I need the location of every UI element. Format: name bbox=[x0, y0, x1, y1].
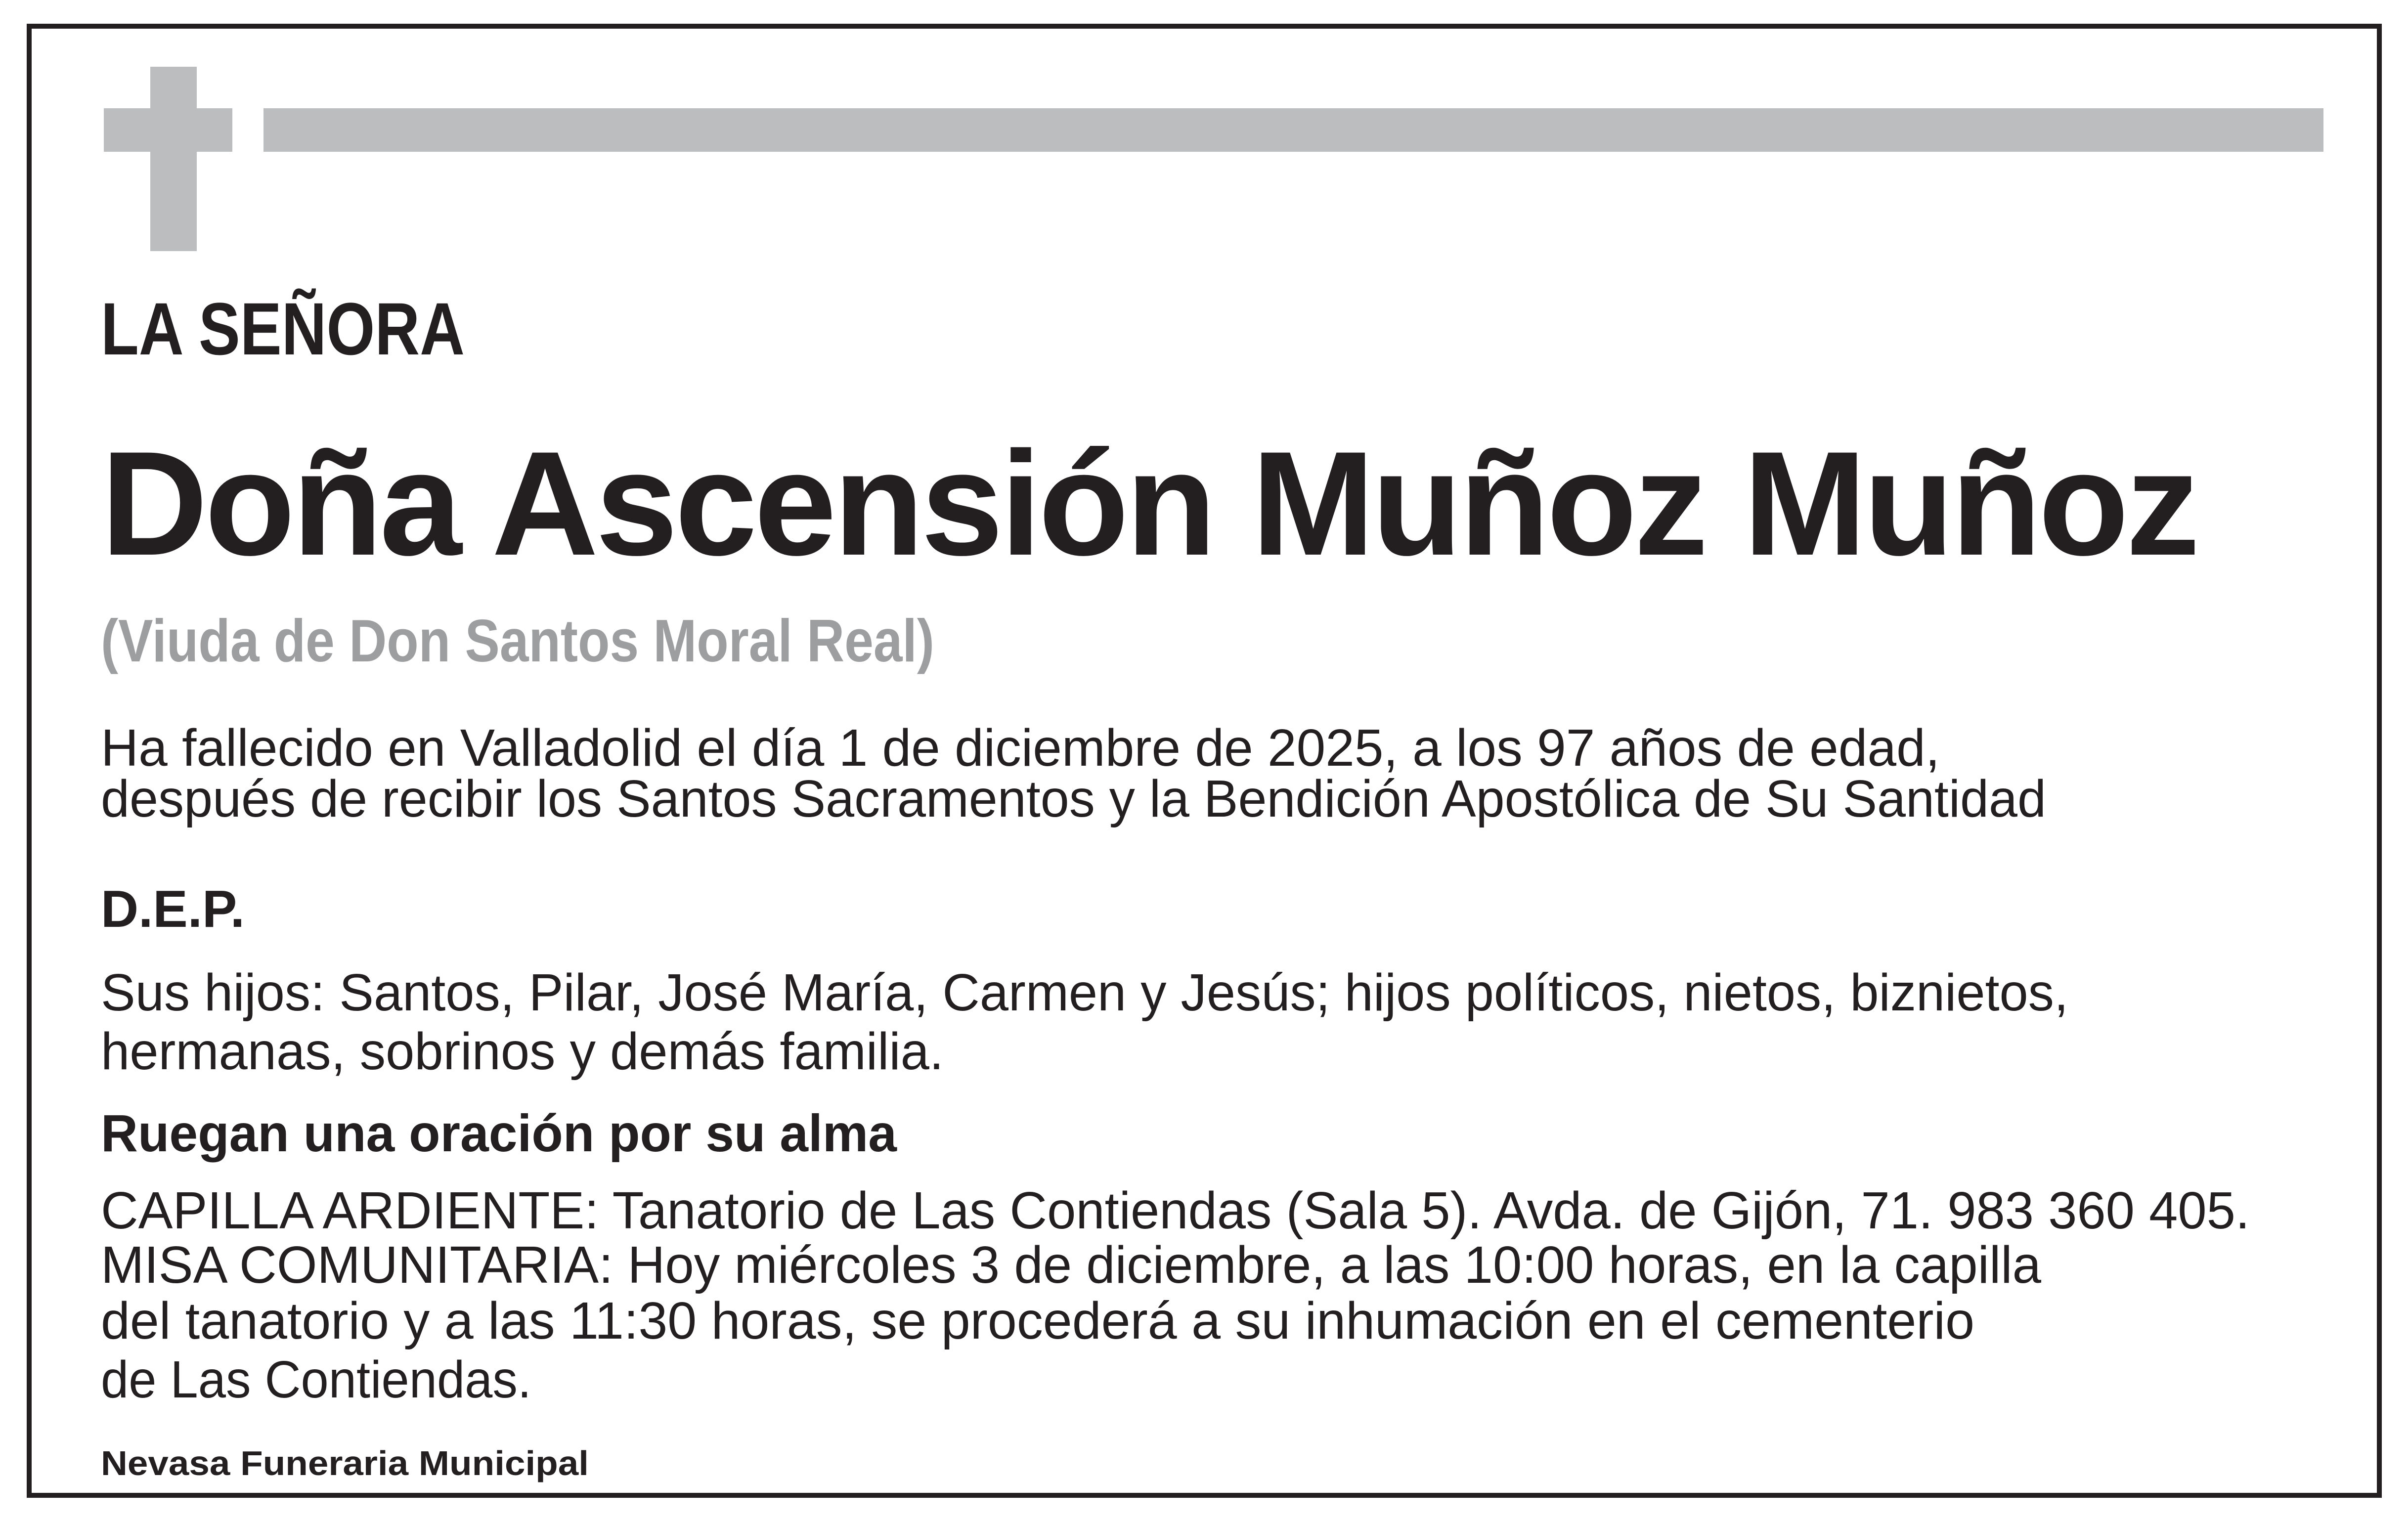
service-line: CAPILLA ARDIENTE: Tanatorio de Las Contiendas (Sala 5). Avda. de Gijón, 71. 983 360 405. bbox=[101, 1181, 2250, 1240]
notice-title: LA SEÑORA bbox=[101, 287, 465, 370]
service-line: de Las Contiendas. bbox=[101, 1350, 531, 1409]
service-line: MISA COMUNITARIA: Hoy miércoles 3 de diciembre, a las 10:00 horas, en la capilla bbox=[101, 1236, 2041, 1294]
cross-icon bbox=[150, 67, 197, 251]
cross-icon-arm bbox=[104, 108, 232, 152]
deceased-name: Doña Ascensión Muñoz Muñoz bbox=[101, 420, 2197, 586]
funeral-home-credit: Nevasa Funeraria Municipal bbox=[101, 1444, 589, 1482]
service-line: del tanatorio y a las 11:30 horas, se procederá a su inhumación en el cementerio bbox=[101, 1292, 1974, 1350]
widow-subtitle: (Viuda de Don Santos Moral Real) bbox=[101, 607, 934, 674]
death-line: Ha fallecido en Valladolid el día 1 de diciembre de 2025, a los 97 años de edad, bbox=[101, 719, 1940, 777]
prayer-request: Ruegan una oración por su alma bbox=[101, 1104, 897, 1163]
death-line: después de recibir los Santos Sacramentos y la Bendición Apostólica de Su Santidad bbox=[101, 770, 2046, 828]
family-line: hermanas, sobrinos y demás familia. bbox=[101, 1022, 944, 1081]
family-line: Sus hijos: Santos, Pilar, José María, Carmen y Jesús; hijos políticos, nietos, biznietos, bbox=[101, 963, 2068, 1022]
header-rule bbox=[263, 108, 2323, 152]
rip-label: D.E.P. bbox=[101, 880, 245, 938]
